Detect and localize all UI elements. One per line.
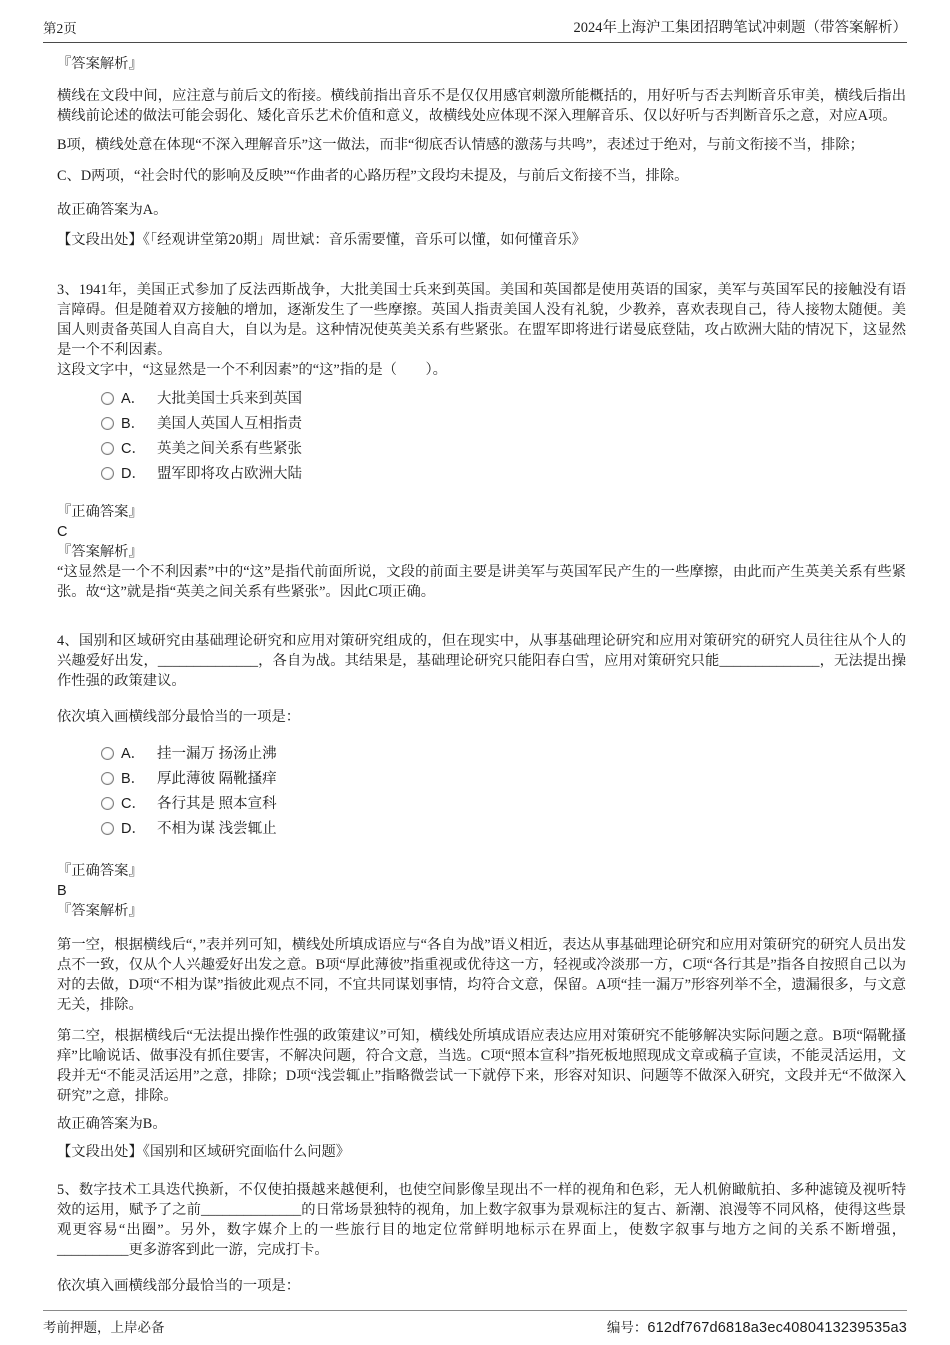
page-body — [57, 44, 906, 1296]
option-text: 大批美国士兵来到英国 — [157, 390, 302, 407]
analysis-paragraph: “这显然是一个不利因素”中的“这”是指代前面所说，文段的前面主要是讲美军与英国军民产生的一些摩擦，由此而产生英美关系有些紧张。故“这”就是指“英美之间关系有些紧张”。因此C项正确。 — [57, 564, 906, 600]
question-5-stem: 5、数字技术工具迭代换新，不仅使拍摄越来越便利，也使空间影像呈现出不一样的视角和色彩，无人机俯瞰航拍、多种滤镜及视听特效的运用，赋予了之前______________的日常场景独特的视角，加上数字叙事为景观标注的复古、新潮、浪漫等不同风格，使得这些景观更容易“出圈”。另外，数字媒介上的一些旅行目的地定位常鲜明地标示在界面上，使数字叙事与地方之间的关系不断增强，__________更多游客到此一游，完成打卡。 — [57, 1182, 906, 1258]
correct-answer-label: 『正确答案』 — [57, 863, 143, 879]
option-letter: D． — [121, 820, 146, 837]
option-a[interactable] — [101, 386, 906, 411]
option-letter: D． — [121, 465, 146, 482]
answer-analysis-label: 『答案解析』 — [57, 544, 143, 560]
option-b[interactable] — [101, 766, 906, 791]
option-text: 挂一漏万 扬汤止沸 — [157, 745, 277, 762]
analysis-paragraph: 第二空，根据横线后“无法提出操作性强的政策建议”可知，横线处所填成语应表达应用对策研究不能够解决实际问题之意。B项“隔靴搔痒”比喻说话、做事没有抓住要害，不解决问题，符合文意，当选。C项“照本宣科”指死板地照现成文章或稿子宣读，不能灵活运用，文段并无“不能灵活运用”之意，排除；D项“浅尝辄止”指略微尝试一下就停下来，形容对知识、问题等不做深入研究，文段并无“不做深入研究”之意，排除。 — [57, 1028, 906, 1104]
radio-button[interactable] — [101, 417, 114, 430]
option-text: 英美之间关系有些紧张 — [157, 440, 302, 457]
radio-button[interactable] — [101, 772, 114, 785]
correct-answer-label: 『正确答案』 — [57, 504, 143, 520]
option-a[interactable] — [101, 741, 906, 766]
page-header — [43, 16, 907, 43]
question-4-prompt: 依次填入画横线部分最恰当的一项是： — [57, 709, 301, 725]
option-d[interactable] — [101, 816, 906, 841]
analysis-paragraph: 第一空，根据横线后“，”表并列可知，横线处所填成语应与“各自为战”语义相近，表达从事基础理论研究和应用对策研究的研究人员出发点不一致，仅从个人兴趣爱好出发之意。B项“厚此薄彼”指重视或优待这一方，轻视或冷淡那一方，C项“各行其是”指各自按照自己以为对的去做，D项“不相为谋”指彼此观点不同，不宜共同谋划事情，均符合文意，保留。A项“挂一漏万”形容列举不全，遗漏很多，与文意无关，排除。 — [57, 937, 906, 1013]
question-5-prompt: 依次填入画横线部分最恰当的一项是： — [57, 1278, 301, 1294]
source-reference: 【文段出处】《「经观讲堂第20期」周世斌：音乐需要懂，音乐可以懂，如何懂音乐》 — [57, 232, 586, 248]
page-number: 第2页 — [43, 21, 77, 36]
radio-button[interactable] — [101, 442, 114, 455]
option-c[interactable] — [101, 791, 906, 816]
conclusion-text: 故正确答案为A。 — [57, 202, 168, 218]
option-letter: A． — [121, 390, 146, 407]
document-title: 2024年上海沪工集团招聘笔试冲刺题（带答案解析） — [573, 20, 907, 36]
option-d[interactable] — [101, 461, 906, 486]
option-text: 美国人英国人互相指责 — [157, 415, 302, 432]
radio-button[interactable] — [101, 747, 114, 760]
serial-label: 编号： — [606, 1320, 648, 1335]
analysis-paragraph: 横线在文段中间，应注意与前后文的衔接。横线前指出音乐不是仅仅用感官刺激所能概括的，用好听与否去判断音乐审美，横线后指出横线前论述的做法可能会弱化、矮化音乐艺术价值和意义，故横线处应体现不深入理解音乐、仅以好听与否判断音乐之意，对应A项。 — [57, 88, 906, 124]
footer-slogan: 考前押题，上岸必备 — [43, 1320, 165, 1335]
option-letter: B． — [121, 415, 146, 432]
answer-analysis-label: 『答案解析』 — [57, 903, 143, 919]
correct-answer-value: B — [57, 883, 67, 899]
option-b[interactable] — [101, 411, 906, 436]
option-text: 各行其是 照本宣科 — [157, 795, 277, 812]
option-letter: C． — [121, 795, 146, 812]
option-letter: B． — [121, 770, 146, 787]
question-3-options — [101, 386, 906, 486]
option-c[interactable] — [101, 436, 906, 461]
correct-answer-value: C — [57, 524, 68, 540]
analysis-paragraph: C、D两项，“社会时代的影响及反映”“作曲者的心路历程”文段均未提及，与前后文衔接不当，排除。 — [57, 168, 689, 184]
radio-button[interactable] — [101, 797, 114, 810]
option-text: 不相为谋 浅尝辄止 — [157, 820, 277, 837]
question-3-stem: 3、1941年，美国正式参加了反法西斯战争，大批美国士兵来到英国。美国和英国都是使用英语的国家，美军与英国军民的接触没有语言障碍。但是随着双方接触的增加，逐渐发生了一些摩擦。英国人指责美国人没有礼貌，少教养，喜欢表现自己，待人接物太随便。美国人则责备英国人自高自大，自以为是。这种情况使英美关系有些紧张。在盟军即将进行诺曼底登陆，攻占欧洲大陆的情况下，这显然是一个不利因素。 — [57, 282, 906, 358]
question-3-stem-line2: 这段文字中，“这显然是一个不利因素”的“这”指的是（ ）。 — [57, 362, 447, 378]
analysis-paragraph: B项，横线处意在体现“不深入理解音乐”这一做法，而非“彻底否认情感的激荡与共鸣”，表述过于绝对，与前文衔接不当，排除； — [57, 137, 864, 153]
radio-button[interactable] — [101, 822, 114, 835]
radio-button[interactable] — [101, 467, 114, 480]
radio-button[interactable] — [101, 392, 114, 405]
answer-analysis-label: 『答案解析』 — [57, 56, 143, 72]
conclusion-text: 故正确答案为B。 — [57, 1116, 167, 1132]
serial-number: 612df767d6818a3ec4080413239535a3 — [647, 1320, 907, 1336]
option-letter: C． — [121, 440, 146, 457]
question-4-options — [101, 741, 906, 841]
option-text: 盟军即将攻占欧洲大陆 — [157, 465, 302, 482]
source-reference: 【文段出处】《国别和区域研究面临什么问题》 — [57, 1144, 351, 1160]
option-letter: A． — [121, 745, 146, 762]
page-footer — [43, 1310, 907, 1336]
question-4-stem: 4、国别和区域研究由基础理论研究和应用对策研究组成的，但在现实中，从事基础理论研究和应用对策研究的研究人员往往从个人的兴趣爱好出发，______________，各自为战。其结果是，基础理论研究只能阳春白雪，应用对策研究只能______________，无法提出操作性强的政策建议。 — [57, 633, 906, 689]
option-text: 厚此薄彼 隔靴搔痒 — [157, 770, 277, 787]
